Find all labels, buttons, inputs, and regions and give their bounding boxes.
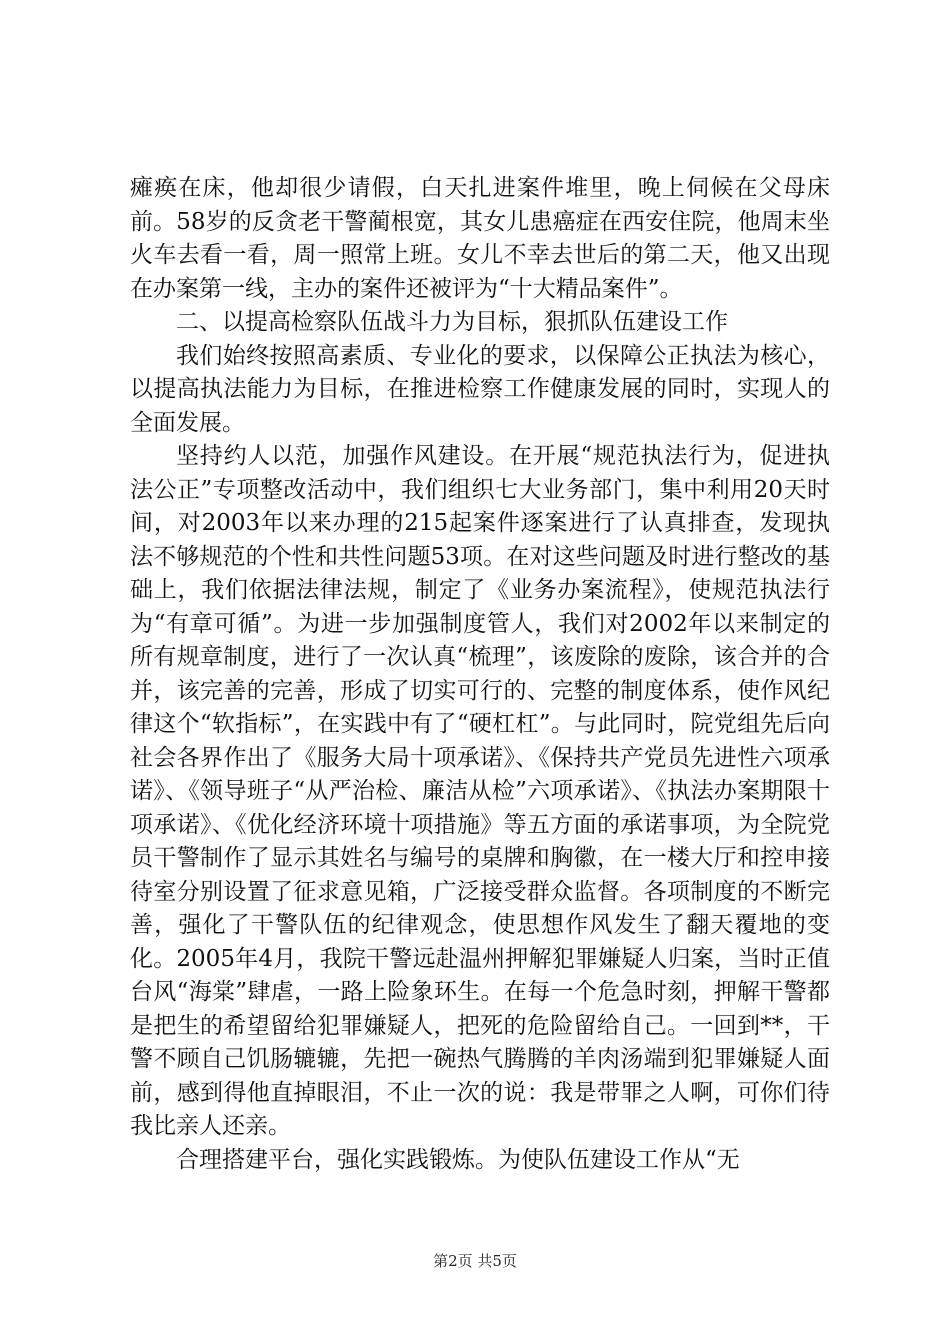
paragraph-intro: 我们始终按照高素质、专业化的要求，以保障公正执法为核心，以提高执法能力为目标，在推进检察工作健康发展的同时，实现人的全面发展。 (130, 342, 830, 436)
paragraph-style-building: 坚持约人以范，加强作风建设。在开展“规范执法行为，促进执法公正”专项整改活动中，我们组织七大业务部门，集中利用20天时间，对2003年以来办理的215起案件逐案进行了认真排查，发现执法不够规范的个性和共性问题53项。在对这些问题及时进行整改的基础上，我们依据法律法规，制定了《业务办案流程》，使规范执法行为“有章可循”。为进一步加强制度管人，我们对2002年以来制定的所有规章制度，进行了一次认真“梳理”，该废除的废除，该合并的合并，该完善的完善，形成了切实可行的、完整的制度体系，使作风纪律这个“软指标”，在实践中有了“硬杠杠”。与此同时，院党组先后向社会各界作出了《服务大局十项承诺》、《保持共产党员先进性六项承诺》、《领导班子“从严治检、廉洁从检”六项承诺》、《执法办案期限十项承诺》、《优化经济环境十项措施》等五方面的承诺事项，为全院党员干警制作了显示其姓名与编号的桌牌和胸徽，在一楼大厅和控申接待室分别设置了征求意见箱，广泛接受群众监督。各项制度的不断完善，强化了干警队伍的纪律观念，使思想作风发生了翻天覆地的变化。2005年4月，我院干警远赴温州押解犯罪嫌疑人归案，当时正值台风“海棠”肆虐，一路上险象环生。在每一个危急时刻，押解干警都是把生的希望留给犯罪嫌疑人，把死的危险留给自己。一回到**，干警不顾自己饥肠辘辘，先把一碗热气腾腾的羊肉汤端到犯罪嫌疑人面前，感到得他直掉眼泪，不止一次的说：我是带罪之人啊，可你们待我比亲人还亲。 (130, 443, 830, 1139)
page-footer: 第2页 共5页 (433, 1252, 517, 1270)
paragraph-platform: 合理搭建平台，强化实践锻炼。为使队伍建设工作从“无 (176, 1146, 740, 1173)
paragraph-continuation: 瘫痪在床，他却很少请假，白天扎进案件堆里，晚上伺候在父母床前。58岁的反贪老干警蔺根宽，其女儿患癌症在西安住院，他周末坐火车去看一看，周一照常上班。女儿不幸去世后的第二天，他又出现在办案第一线，主办的案件还被评为“十大精品案件”。 (130, 175, 830, 302)
document-body (130, 172, 830, 1177)
section-heading: 二、以提高检察队伍战斗力为目标，狠抓队伍建设工作 (176, 309, 728, 335)
